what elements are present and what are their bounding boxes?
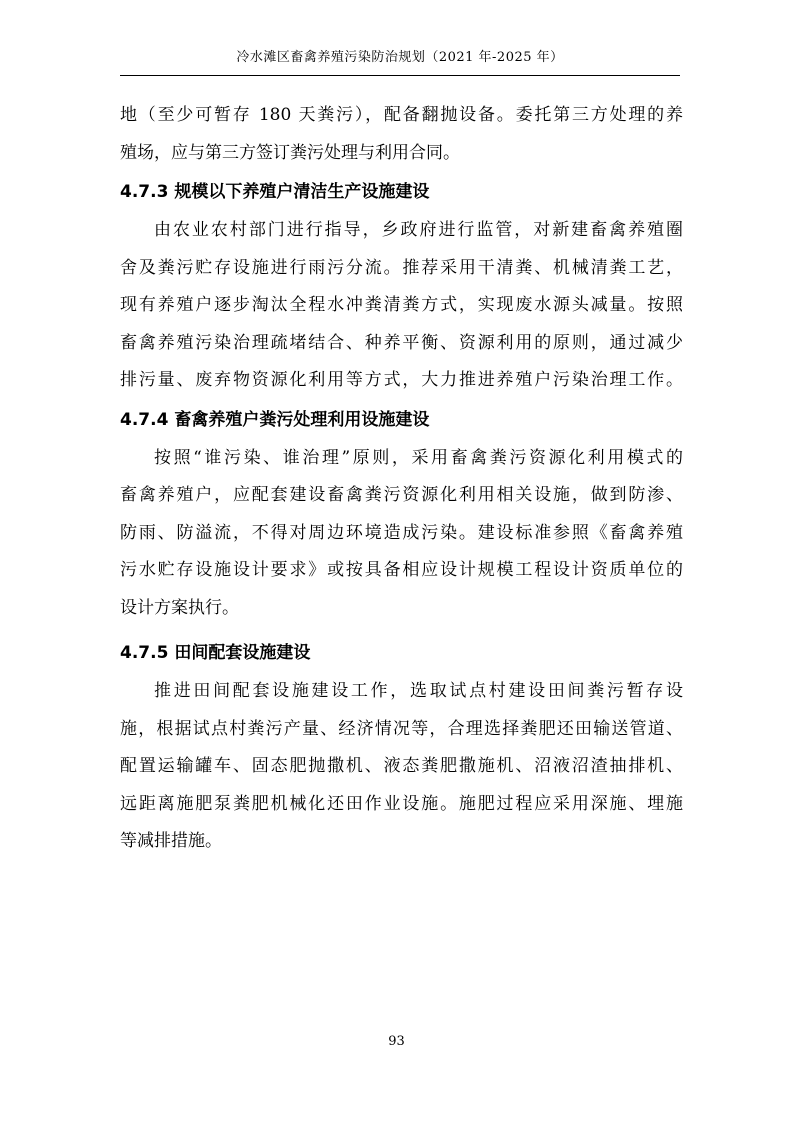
text-line: 防雨、防溢流，不得对周边环境造成污染。建设标准参照《畜禽养殖: [120, 522, 683, 543]
text-line: 等减排措施。: [120, 831, 222, 851]
section-heading-4-7-5: 4.7.5 田间配套设施建设: [120, 643, 311, 663]
section-heading-4-7-4: 4.7.4 畜禽养殖户粪污处理利用设施建设: [120, 409, 430, 430]
text-line: 由农业农村部门进行指导，乡政府进行监管，对新建畜禽养殖圈: [154, 220, 683, 240]
text-line: 配置运输罐车、固态肥抛撒机、液态粪肥撒施机、沼液沼渣抽排机、: [120, 756, 683, 776]
section-heading-4-7-3: 4.7.3 规模以下养殖户清洁生产设施建设: [120, 182, 430, 202]
text-line: 畜禽养殖污染治理疏堵结合、种养平衡、资源利用的原则，通过减少: [120, 332, 683, 353]
header-rule: [120, 75, 680, 76]
page-number: 93: [388, 1034, 405, 1049]
text-line: 现有养殖户逐步淘汰全程水冲粪清粪方式，实现废水源头减量。按照: [120, 295, 683, 315]
text-line: 畜禽养殖户，应配套建设畜禽粪污资源化利用相关设施，做到防渗、: [120, 485, 683, 505]
text-line: 污水贮存设施设计要求》或按具备相应设计规模工程设计资质单位的: [120, 560, 683, 580]
text-line: 远距离施肥泵粪肥机械化还田作业设施。施肥过程应采用深施、埋施: [120, 793, 683, 814]
running-header: 冷水滩区畜禽养殖污染防治规划（2021 年-2025 年）: [236, 50, 564, 65]
paragraph-4-7-5: [120, 673, 683, 861]
paragraph-4-7-4: [120, 440, 683, 628]
text-line: 舍及粪污贮存设施进行雨污分流。推荐采用干清粪、机械清粪工艺，: [120, 257, 683, 278]
text-line: 排污量、废弃物资源化利用等方式，大力推进养殖户污染治理工作。: [120, 370, 683, 390]
paragraph-4-7-3: [120, 212, 683, 400]
text-line: 施，根据试点村粪污产量、经济情况等，合理选择粪肥还田输送管道、: [120, 718, 683, 739]
document-body: [120, 97, 683, 861]
text-line: 推进田间配套设施建设工作，选取试点村建设田间粪污暂存设: [154, 681, 683, 701]
text-line: 地（至少可暂存 180 天粪污），配备翻抛设备。委托第三方处理的养: [120, 105, 683, 125]
text-line: 设计方案执行。: [120, 597, 239, 618]
text-line: 殖场，应与第三方签订粪污处理与利用合同。: [120, 142, 460, 163]
text-line: 按照“谁污染、谁治理”原则，采用畜禽粪污资源化利用模式的: [154, 447, 683, 468]
paragraph-continued: [120, 97, 683, 172]
